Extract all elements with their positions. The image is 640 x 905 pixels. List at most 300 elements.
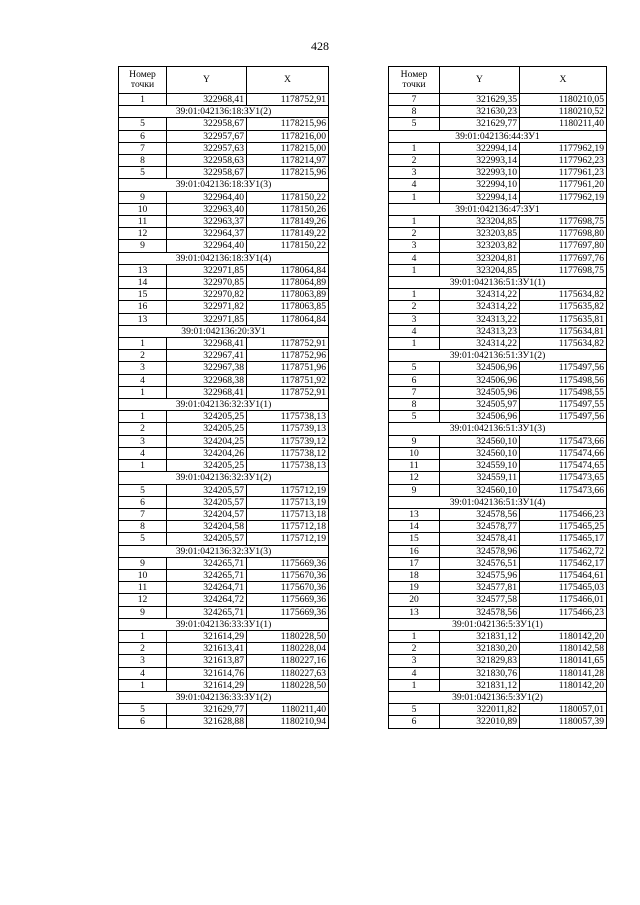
parcel-section-row xyxy=(389,203,607,215)
x-coordinate-cell: 1175466,01 xyxy=(520,594,607,606)
point-number-cell: 4 xyxy=(389,252,440,264)
x-coordinate-cell: 1177961,20 xyxy=(520,179,607,191)
y-coordinate-cell: 321614,76 xyxy=(167,667,247,679)
y-coordinate-cell: 324506,96 xyxy=(440,411,520,423)
x-coordinate-cell: 1178751,96 xyxy=(247,362,329,374)
y-coordinate-cell: 324559,10 xyxy=(440,460,520,472)
y-coordinate-cell: 323203,85 xyxy=(440,228,520,240)
y-coordinate-cell: 321831,12 xyxy=(440,679,520,691)
y-coordinate-cell: 324559,11 xyxy=(440,472,520,484)
y-coordinate-cell: 321629,77 xyxy=(167,704,247,716)
point-number-cell: 3 xyxy=(119,655,167,667)
parcel-id: 39:01:042136:47:ЗУ1 xyxy=(389,203,607,215)
x-coordinate-cell: 1178149,22 xyxy=(247,228,329,240)
x-coordinate-cell: 1175474,65 xyxy=(520,460,607,472)
x-coordinate-cell: 1175498,56 xyxy=(520,374,607,386)
header-y: Y xyxy=(440,67,520,94)
y-coordinate-cell: 323204,85 xyxy=(440,264,520,276)
table-row xyxy=(119,264,329,276)
point-number-cell: 19 xyxy=(389,582,440,594)
point-number-cell: 1 xyxy=(119,679,167,691)
table-row xyxy=(119,667,329,679)
y-coordinate-cell: 323204,81 xyxy=(440,252,520,264)
point-number-cell: 16 xyxy=(389,545,440,557)
table-row xyxy=(389,472,607,484)
y-coordinate-cell: 324577,58 xyxy=(440,594,520,606)
y-coordinate-cell: 322963,40 xyxy=(167,203,247,215)
table-row xyxy=(389,594,607,606)
y-coordinate-cell: 324578,96 xyxy=(440,545,520,557)
y-coordinate-cell: 322958,67 xyxy=(167,118,247,130)
parcel-id: 39:01:042136:5:ЗУ1(2) xyxy=(389,691,607,703)
header-y: Y xyxy=(167,67,247,94)
x-coordinate-cell: 1177962,23 xyxy=(520,155,607,167)
table-row xyxy=(389,313,607,325)
parcel-section-row xyxy=(389,130,607,142)
y-coordinate-cell: 324265,71 xyxy=(167,606,247,618)
table-row xyxy=(389,191,607,203)
y-coordinate-cell: 321830,20 xyxy=(440,643,520,655)
x-coordinate-cell: 1180211,40 xyxy=(520,118,607,130)
y-coordinate-cell: 321614,29 xyxy=(167,679,247,691)
y-coordinate-cell: 322010,89 xyxy=(440,716,520,728)
point-number-cell: 5 xyxy=(389,362,440,374)
table-row xyxy=(119,582,329,594)
table-row xyxy=(119,447,329,459)
y-coordinate-cell: 324205,25 xyxy=(167,460,247,472)
table-row xyxy=(119,155,329,167)
point-number-cell: 2 xyxy=(119,350,167,362)
table-row xyxy=(119,704,329,716)
x-coordinate-cell: 1175497,55 xyxy=(520,399,607,411)
x-coordinate-cell: 1178215,96 xyxy=(247,118,329,130)
header-x: X xyxy=(520,67,607,94)
table-row xyxy=(119,350,329,362)
point-number-cell: 6 xyxy=(389,716,440,728)
table-row xyxy=(389,301,607,313)
y-coordinate-cell: 324578,56 xyxy=(440,508,520,520)
point-number-cell: 1 xyxy=(119,630,167,642)
y-coordinate-cell: 324505,96 xyxy=(440,386,520,398)
table-row xyxy=(389,679,607,691)
point-number-cell: 11 xyxy=(119,216,167,228)
table-row xyxy=(389,142,607,154)
x-coordinate-cell: 1180057,39 xyxy=(520,716,607,728)
point-number-cell: 2 xyxy=(389,228,440,240)
y-coordinate-cell: 324576,51 xyxy=(440,557,520,569)
table-row xyxy=(119,240,329,252)
parcel-section-row xyxy=(119,399,329,411)
y-coordinate-cell: 323204,85 xyxy=(440,216,520,228)
x-coordinate-cell: 1175712,18 xyxy=(247,521,329,533)
table-row xyxy=(389,252,607,264)
y-coordinate-cell: 322958,63 xyxy=(167,155,247,167)
x-coordinate-cell: 1178063,85 xyxy=(247,301,329,313)
x-coordinate-cell: 1177962,19 xyxy=(520,142,607,154)
point-number-cell: 2 xyxy=(119,643,167,655)
table-row xyxy=(389,362,607,374)
point-number-cell: 1 xyxy=(119,460,167,472)
point-number-cell: 4 xyxy=(389,179,440,191)
y-coordinate-cell: 322957,67 xyxy=(167,130,247,142)
table-row xyxy=(389,289,607,301)
point-number-cell: 3 xyxy=(119,435,167,447)
x-coordinate-cell: 1178150,26 xyxy=(247,203,329,215)
y-coordinate-cell: 322994,14 xyxy=(440,191,520,203)
parcel-id: 39:01:042136:51:ЗУ1(3) xyxy=(389,423,607,435)
coordinates-table-left xyxy=(118,66,329,729)
y-coordinate-cell: 322971,85 xyxy=(167,313,247,325)
y-coordinate-cell: 321614,29 xyxy=(167,630,247,642)
x-coordinate-cell: 1180228,50 xyxy=(247,630,329,642)
point-number-cell: 15 xyxy=(389,533,440,545)
point-number-cell: 7 xyxy=(389,386,440,398)
table-row xyxy=(119,374,329,386)
y-coordinate-cell: 324264,71 xyxy=(167,582,247,594)
point-number-cell: 20 xyxy=(389,594,440,606)
table-row xyxy=(119,411,329,423)
table-row xyxy=(119,142,329,154)
parcel-section-row xyxy=(389,496,607,508)
table-row xyxy=(389,655,607,667)
x-coordinate-cell: 1175713,19 xyxy=(247,496,329,508)
parcel-id: 39:01:042136:32:ЗУ1(3) xyxy=(119,545,329,557)
table-row xyxy=(389,447,607,459)
y-coordinate-cell: 324205,57 xyxy=(167,533,247,545)
table-row xyxy=(119,167,329,179)
point-number-cell: 5 xyxy=(119,484,167,496)
y-coordinate-cell: 322964,37 xyxy=(167,228,247,240)
table-row xyxy=(119,423,329,435)
y-coordinate-cell: 324578,41 xyxy=(440,533,520,545)
y-coordinate-cell: 322964,40 xyxy=(167,191,247,203)
parcel-section-row xyxy=(389,350,607,362)
point-number-cell: 5 xyxy=(119,533,167,545)
x-coordinate-cell: 1175465,25 xyxy=(520,521,607,533)
x-coordinate-cell: 1177697,80 xyxy=(520,240,607,252)
x-coordinate-cell: 1175465,17 xyxy=(520,533,607,545)
point-number-cell: 8 xyxy=(119,155,167,167)
coordinates-table-right xyxy=(388,66,607,729)
table-row xyxy=(389,179,607,191)
table-row xyxy=(119,313,329,325)
point-number-cell: 2 xyxy=(389,301,440,313)
y-coordinate-cell: 324560,10 xyxy=(440,435,520,447)
x-coordinate-cell: 1178149,26 xyxy=(247,216,329,228)
x-coordinate-cell: 1180141,28 xyxy=(520,667,607,679)
y-coordinate-cell: 324265,71 xyxy=(167,557,247,569)
y-coordinate-cell: 321829,83 xyxy=(440,655,520,667)
x-coordinate-cell: 1175713,18 xyxy=(247,508,329,520)
x-coordinate-cell: 1178751,92 xyxy=(247,374,329,386)
point-number-cell: 1 xyxy=(389,338,440,350)
table-row xyxy=(119,435,329,447)
x-coordinate-cell: 1175497,56 xyxy=(520,411,607,423)
parcel-id: 39:01:042136:32:ЗУ1(2) xyxy=(119,472,329,484)
parcel-section-row xyxy=(119,618,329,630)
table-row xyxy=(389,557,607,569)
point-number-cell: 9 xyxy=(389,484,440,496)
y-coordinate-cell: 324265,71 xyxy=(167,569,247,581)
parcel-section-row xyxy=(389,423,607,435)
point-number-cell: 6 xyxy=(119,716,167,728)
y-coordinate-cell: 324314,22 xyxy=(440,289,520,301)
point-number-cell: 2 xyxy=(119,423,167,435)
x-coordinate-cell: 1175670,36 xyxy=(247,569,329,581)
x-coordinate-cell: 1178752,91 xyxy=(247,386,329,398)
point-number-cell: 5 xyxy=(389,411,440,423)
table-row xyxy=(389,521,607,533)
x-coordinate-cell: 1175738,12 xyxy=(247,447,329,459)
x-coordinate-cell: 1175634,81 xyxy=(520,325,607,337)
x-coordinate-cell: 1175635,81 xyxy=(520,313,607,325)
table-row xyxy=(389,667,607,679)
table-row xyxy=(119,362,329,374)
table-row xyxy=(389,386,607,398)
table-row xyxy=(119,338,329,350)
point-number-cell: 1 xyxy=(119,411,167,423)
table-row xyxy=(389,569,607,581)
x-coordinate-cell: 1178064,89 xyxy=(247,277,329,289)
point-number-cell: 1 xyxy=(389,264,440,276)
y-coordinate-cell: 321613,87 xyxy=(167,655,247,667)
x-coordinate-cell: 1175465,03 xyxy=(520,582,607,594)
table-row xyxy=(389,240,607,252)
point-number-cell: 14 xyxy=(119,277,167,289)
x-coordinate-cell: 1175669,36 xyxy=(247,557,329,569)
table-row xyxy=(119,557,329,569)
table-row xyxy=(389,264,607,276)
point-number-cell: 13 xyxy=(119,313,167,325)
table-row xyxy=(119,679,329,691)
point-number-cell: 3 xyxy=(389,313,440,325)
x-coordinate-cell: 1178752,91 xyxy=(247,94,329,106)
table-row xyxy=(389,228,607,240)
point-number-cell: 1 xyxy=(119,94,167,106)
parcel-id: 39:01:042136:33:ЗУ1(2) xyxy=(119,691,329,703)
y-coordinate-cell: 322964,40 xyxy=(167,240,247,252)
table-row xyxy=(119,301,329,313)
parcel-section-row xyxy=(119,325,329,337)
point-number-cell: 9 xyxy=(119,606,167,618)
point-number-cell: 8 xyxy=(119,521,167,533)
x-coordinate-cell: 1175634,82 xyxy=(520,289,607,301)
y-coordinate-cell: 321831,12 xyxy=(440,630,520,642)
table-row xyxy=(119,569,329,581)
parcel-section-row xyxy=(119,252,329,264)
y-coordinate-cell: 324314,22 xyxy=(440,338,520,350)
point-number-cell: 1 xyxy=(119,386,167,398)
y-coordinate-cell: 324560,10 xyxy=(440,484,520,496)
y-coordinate-cell: 322968,38 xyxy=(167,374,247,386)
point-number-cell: 1 xyxy=(119,338,167,350)
x-coordinate-cell: 1178214,97 xyxy=(247,155,329,167)
y-coordinate-cell: 322971,82 xyxy=(167,301,247,313)
table-row xyxy=(389,484,607,496)
x-coordinate-cell: 1175738,13 xyxy=(247,411,329,423)
x-coordinate-cell: 1178064,84 xyxy=(247,264,329,276)
header-x: X xyxy=(247,67,329,94)
table-row xyxy=(119,716,329,728)
x-coordinate-cell: 1177962,19 xyxy=(520,191,607,203)
x-coordinate-cell: 1180211,40 xyxy=(247,704,329,716)
y-coordinate-cell: 324204,25 xyxy=(167,435,247,447)
x-coordinate-cell: 1175669,36 xyxy=(247,594,329,606)
point-number-cell: 12 xyxy=(389,472,440,484)
x-coordinate-cell: 1180210,94 xyxy=(247,716,329,728)
x-coordinate-cell: 1175473,65 xyxy=(520,472,607,484)
point-number-cell: 12 xyxy=(119,594,167,606)
parcel-section-row xyxy=(119,179,329,191)
point-number-cell: 4 xyxy=(119,447,167,459)
y-coordinate-cell: 323203,82 xyxy=(440,240,520,252)
table-row xyxy=(389,582,607,594)
x-coordinate-cell: 1178216,00 xyxy=(247,130,329,142)
x-coordinate-cell: 1180142,58 xyxy=(520,643,607,655)
y-coordinate-cell: 322968,41 xyxy=(167,338,247,350)
x-coordinate-cell: 1180210,05 xyxy=(520,94,607,106)
y-coordinate-cell: 321830,76 xyxy=(440,667,520,679)
x-coordinate-cell: 1175474,66 xyxy=(520,447,607,459)
x-coordinate-cell: 1175635,82 xyxy=(520,301,607,313)
point-number-cell: 6 xyxy=(119,130,167,142)
table-row xyxy=(119,386,329,398)
y-coordinate-cell: 322971,85 xyxy=(167,264,247,276)
table-row xyxy=(389,106,607,118)
parcel-id: 39:01:042136:20:ЗУ1 xyxy=(119,325,329,337)
point-number-cell: 4 xyxy=(119,667,167,679)
y-coordinate-cell: 324560,10 xyxy=(440,447,520,459)
point-number-cell: 12 xyxy=(119,228,167,240)
y-coordinate-cell: 321629,77 xyxy=(440,118,520,130)
point-number-cell: 2 xyxy=(389,155,440,167)
point-number-cell: 13 xyxy=(389,606,440,618)
point-number-cell: 1 xyxy=(389,216,440,228)
table-row xyxy=(119,521,329,533)
point-number-cell: 9 xyxy=(119,240,167,252)
point-number-cell: 14 xyxy=(389,521,440,533)
parcel-section-row xyxy=(119,106,329,118)
table-row xyxy=(389,460,607,472)
table-row xyxy=(389,338,607,350)
table-row xyxy=(389,508,607,520)
y-coordinate-cell: 322968,41 xyxy=(167,386,247,398)
y-coordinate-cell: 322994,10 xyxy=(440,179,520,191)
table-row xyxy=(389,216,607,228)
x-coordinate-cell: 1175462,72 xyxy=(520,545,607,557)
x-coordinate-cell: 1177961,23 xyxy=(520,167,607,179)
x-coordinate-cell: 1177698,75 xyxy=(520,264,607,276)
point-number-cell: 5 xyxy=(119,118,167,130)
x-coordinate-cell: 1180227,63 xyxy=(247,667,329,679)
x-coordinate-cell: 1175669,36 xyxy=(247,606,329,618)
page-number: 428 xyxy=(311,39,329,53)
y-coordinate-cell: 322993,10 xyxy=(440,167,520,179)
x-coordinate-cell: 1175739,13 xyxy=(247,423,329,435)
table-row xyxy=(119,606,329,618)
y-coordinate-cell: 322968,41 xyxy=(167,94,247,106)
y-coordinate-cell: 322970,85 xyxy=(167,277,247,289)
parcel-id: 39:01:042136:44:ЗУ1 xyxy=(389,130,607,142)
y-coordinate-cell: 322967,38 xyxy=(167,362,247,374)
parcel-id: 39:01:042136:32:ЗУ1(1) xyxy=(119,399,329,411)
x-coordinate-cell: 1177698,75 xyxy=(520,216,607,228)
x-coordinate-cell: 1175473,66 xyxy=(520,484,607,496)
point-number-cell: 6 xyxy=(119,496,167,508)
y-coordinate-cell: 324205,25 xyxy=(167,423,247,435)
x-coordinate-cell: 1180228,04 xyxy=(247,643,329,655)
y-coordinate-cell: 324313,23 xyxy=(440,325,520,337)
point-number-cell: 9 xyxy=(389,435,440,447)
x-coordinate-cell: 1175634,82 xyxy=(520,338,607,350)
x-coordinate-cell: 1180142,20 xyxy=(520,630,607,642)
point-number-cell: 1 xyxy=(389,191,440,203)
point-number-cell: 4 xyxy=(389,667,440,679)
x-coordinate-cell: 1178150,22 xyxy=(247,191,329,203)
point-number-cell: 5 xyxy=(119,167,167,179)
table-row xyxy=(119,191,329,203)
y-coordinate-cell: 324578,77 xyxy=(440,521,520,533)
table-row xyxy=(389,118,607,130)
parcel-id: 39:01:042136:51:ЗУ1(1) xyxy=(389,277,607,289)
y-coordinate-cell: 324204,26 xyxy=(167,447,247,459)
x-coordinate-cell: 1180228,50 xyxy=(247,679,329,691)
y-coordinate-cell: 324506,96 xyxy=(440,362,520,374)
x-coordinate-cell: 1180141,65 xyxy=(520,655,607,667)
table-row xyxy=(119,216,329,228)
table-row xyxy=(119,203,329,215)
parcel-id: 39:01:042136:33:ЗУ1(1) xyxy=(119,618,329,630)
table-row xyxy=(119,118,329,130)
x-coordinate-cell: 1175712,19 xyxy=(247,533,329,545)
table-row xyxy=(119,130,329,142)
x-coordinate-cell: 1175712,19 xyxy=(247,484,329,496)
table-row xyxy=(389,411,607,423)
point-number-cell: 8 xyxy=(389,106,440,118)
parcel-id: 39:01:042136:18:ЗУ1(3) xyxy=(119,179,329,191)
parcel-id: 39:01:042136:51:ЗУ1(2) xyxy=(389,350,607,362)
table-row xyxy=(389,435,607,447)
point-number-cell: 11 xyxy=(389,460,440,472)
y-coordinate-cell: 324264,72 xyxy=(167,594,247,606)
point-number-cell: 4 xyxy=(389,325,440,337)
table-row xyxy=(389,399,607,411)
point-number-cell: 4 xyxy=(119,374,167,386)
x-coordinate-cell: 1175739,12 xyxy=(247,435,329,447)
table-row xyxy=(119,484,329,496)
table-row xyxy=(119,496,329,508)
point-number-cell: 7 xyxy=(119,142,167,154)
table-row xyxy=(389,167,607,179)
y-coordinate-cell: 322967,41 xyxy=(167,350,247,362)
x-coordinate-cell: 1175497,56 xyxy=(520,362,607,374)
x-coordinate-cell: 1178063,89 xyxy=(247,289,329,301)
parcel-id: 39:01:042136:5:ЗУ1(1) xyxy=(389,618,607,630)
parcel-section-row xyxy=(389,691,607,703)
y-coordinate-cell: 324204,58 xyxy=(167,521,247,533)
x-coordinate-cell: 1180210,52 xyxy=(520,106,607,118)
table-row xyxy=(119,289,329,301)
parcel-id: 39:01:042136:18:ЗУ1(4) xyxy=(119,252,329,264)
y-coordinate-cell: 321628,88 xyxy=(167,716,247,728)
table-row xyxy=(389,94,607,106)
table-row xyxy=(389,325,607,337)
parcel-section-row xyxy=(389,618,607,630)
point-number-cell: 7 xyxy=(119,508,167,520)
y-coordinate-cell: 324505,97 xyxy=(440,399,520,411)
point-number-cell: 5 xyxy=(389,704,440,716)
table-row xyxy=(389,155,607,167)
